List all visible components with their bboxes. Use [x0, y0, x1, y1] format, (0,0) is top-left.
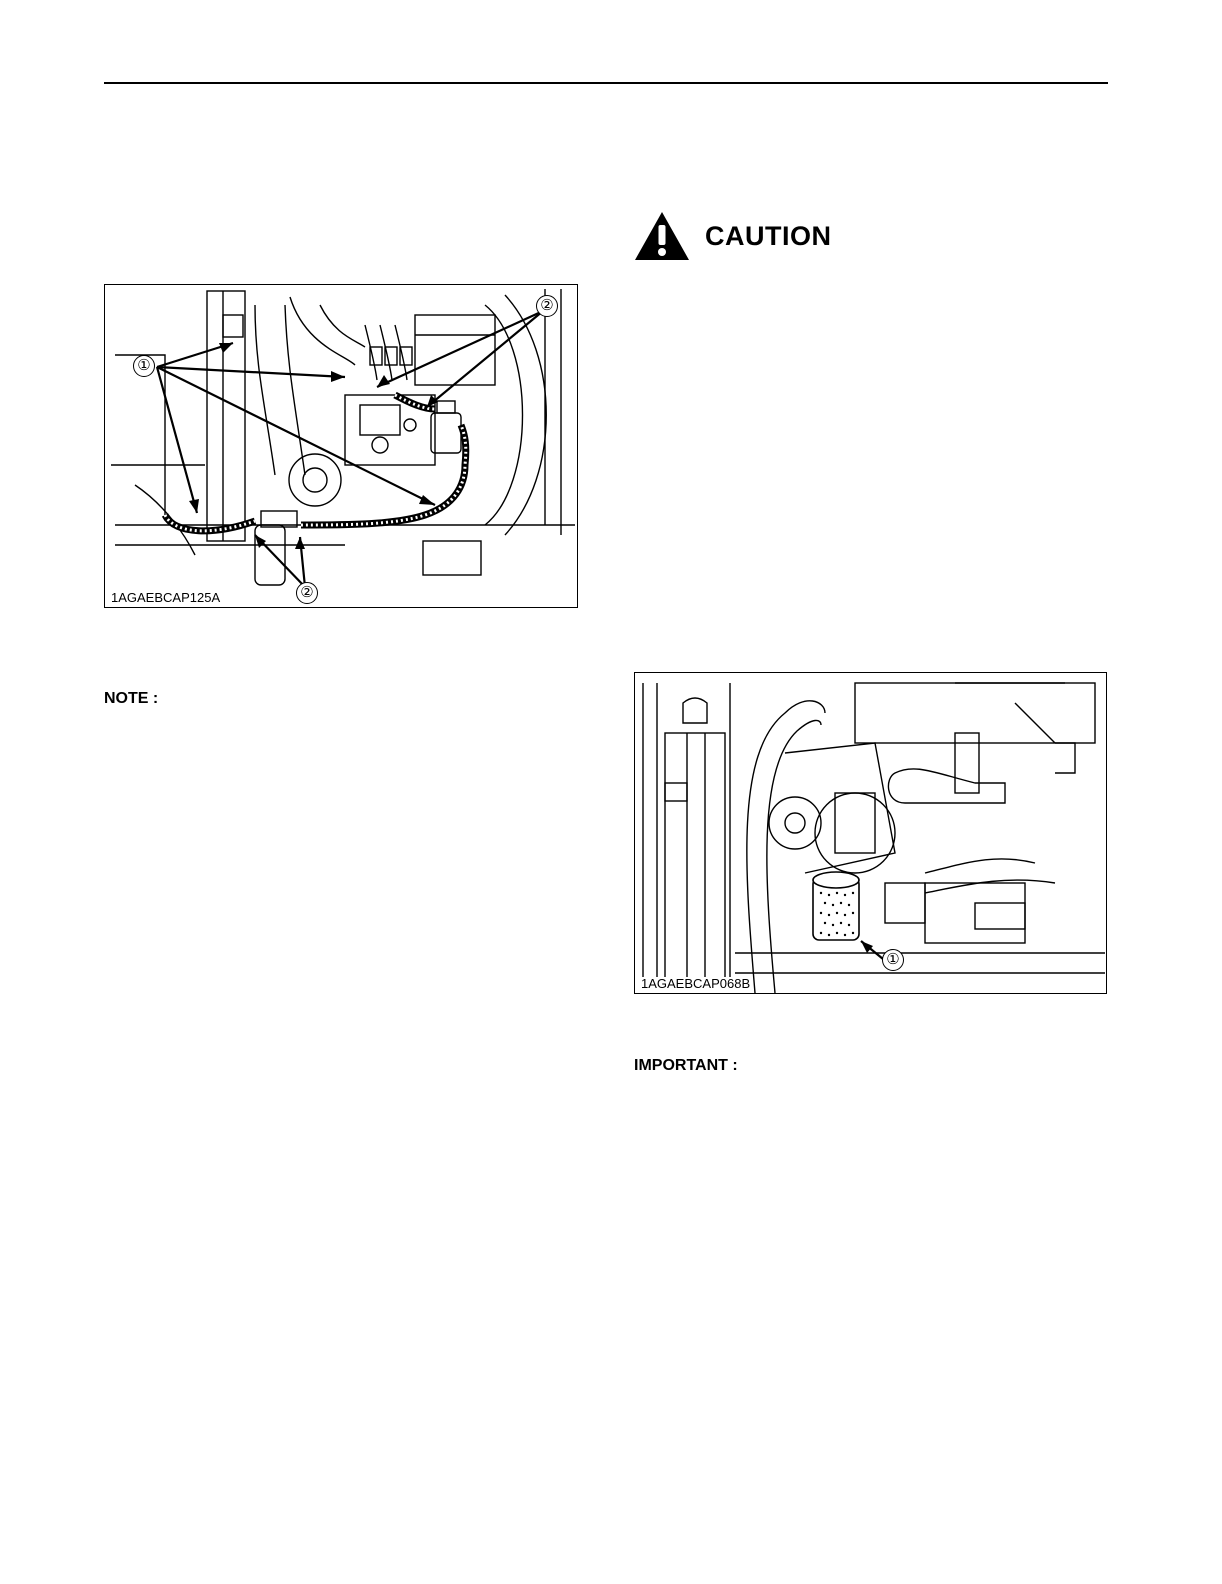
callout-1: ①	[882, 949, 904, 971]
fuel-line-illustration	[105, 285, 577, 607]
figure-oil-filter	[634, 672, 1107, 994]
note-label: NOTE :	[104, 690, 159, 707]
caution-header	[633, 208, 832, 264]
oil-filter-illustration	[635, 673, 1106, 993]
important-label: IMPORTANT :	[634, 1057, 738, 1074]
warning-triangle-icon	[633, 210, 691, 262]
figure-code: 1AGAEBCAP125A	[111, 590, 221, 605]
callout-1: ①	[133, 355, 155, 377]
header-rule	[104, 82, 1108, 84]
figure-fuel-line	[104, 284, 578, 608]
callout-2-upper: ②	[536, 295, 558, 317]
caution-title: CAUTION	[705, 220, 832, 251]
callout-2-lower: ②	[296, 582, 318, 604]
figure-code: 1AGAEBCAP068B	[641, 976, 751, 991]
